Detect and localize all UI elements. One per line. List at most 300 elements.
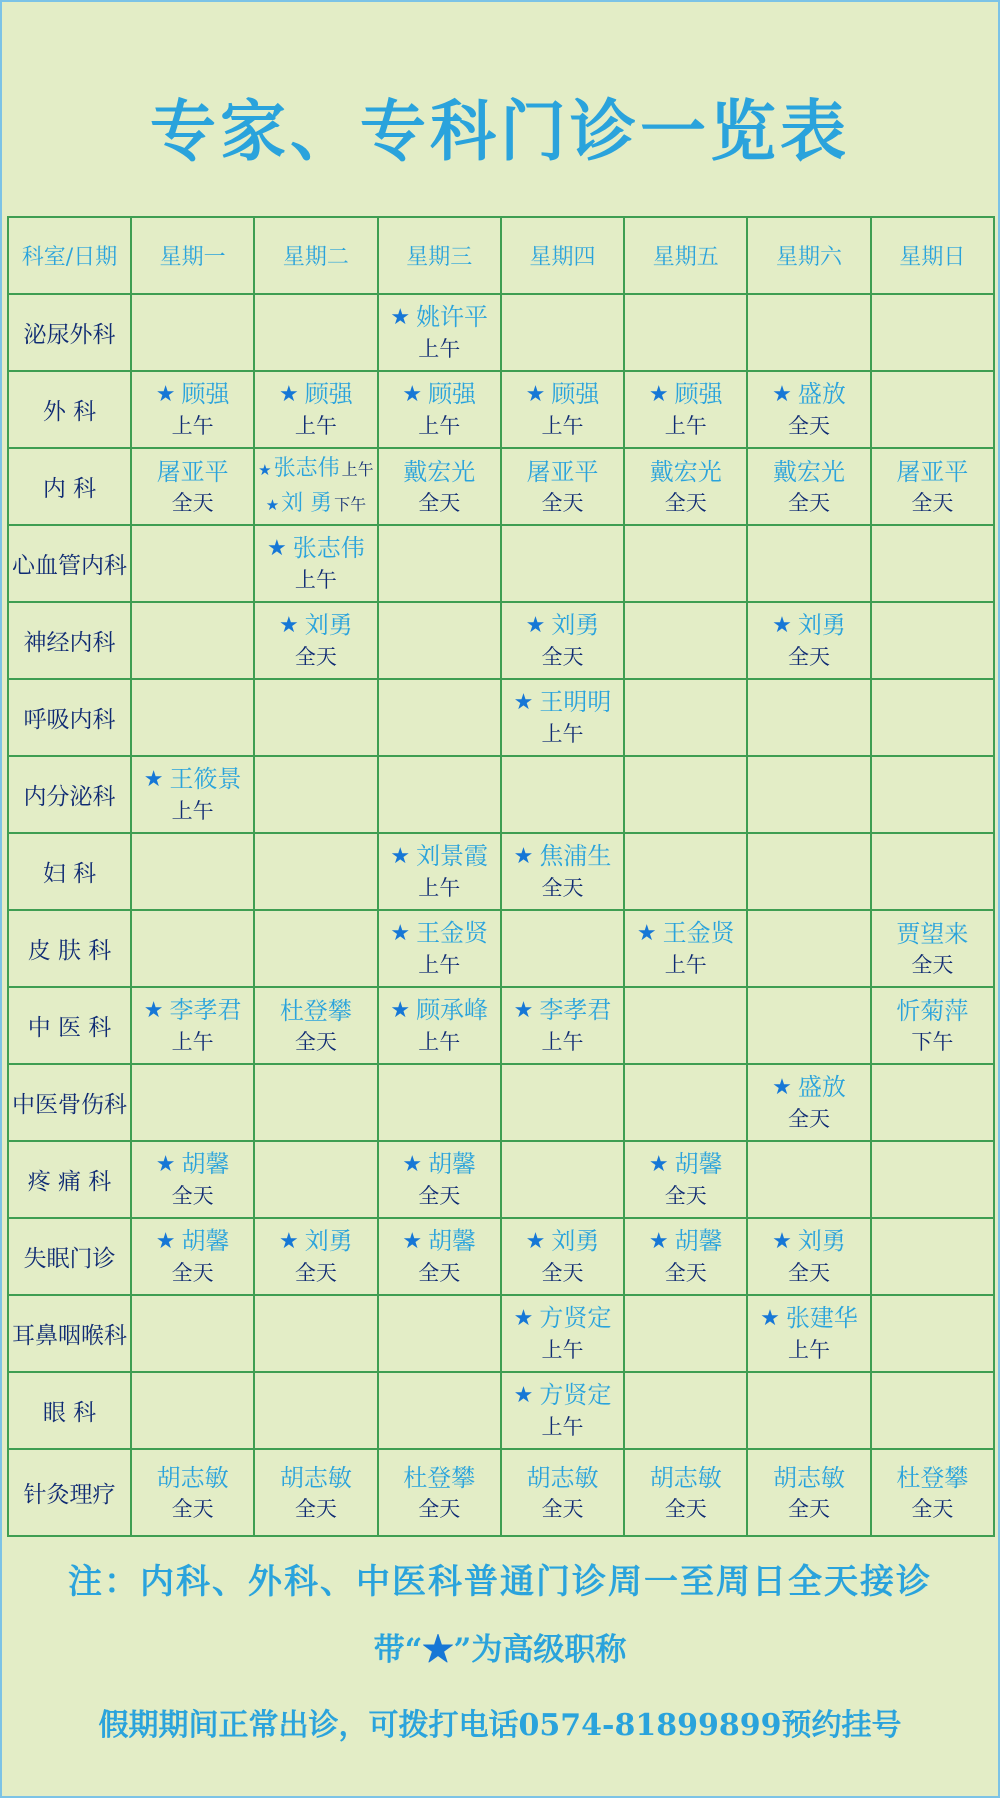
schedule-cell	[378, 1372, 501, 1449]
schedule-cell	[747, 448, 870, 525]
session-time: 全天	[418, 1496, 461, 1521]
star-icon: ★	[772, 1229, 792, 1254]
schedule-cell	[131, 371, 254, 448]
star-icon: ★	[525, 613, 546, 638]
doctor-line	[502, 686, 623, 719]
schedule-body	[8, 294, 994, 1536]
dept-cell: 失眠门诊	[8, 1218, 131, 1295]
schedule-cell	[501, 525, 624, 602]
doctor-name: 王筱景	[169, 765, 242, 793]
doctor-name: 刘勇	[304, 1227, 353, 1255]
star-icon: ★	[143, 998, 164, 1023]
schedule-cell	[501, 1218, 624, 1295]
session-time: 全天	[541, 645, 584, 669]
doctor-name: 李孝君	[539, 996, 612, 1024]
note-holiday-phone: 假期期间正常出诊，可拨打电话0574-81899899预约挂号	[98, 1708, 902, 1743]
table-row	[8, 1372, 994, 1449]
session-time: 上午	[788, 1338, 831, 1362]
doctor-name: 胡馨	[674, 1150, 723, 1178]
table-row	[8, 679, 994, 756]
star-icon: ★	[143, 767, 164, 792]
dept-cell: 针灸理疗	[8, 1449, 131, 1536]
schedule-cell	[747, 1449, 870, 1536]
doctor-name: 杜登攀	[403, 1463, 476, 1492]
doctor-line	[132, 1148, 253, 1181]
star-icon: ★	[760, 1306, 780, 1331]
dept-cell: 外 科	[8, 371, 131, 448]
doctor-line	[379, 1225, 500, 1258]
doctor-line	[872, 456, 993, 488]
schedule-cell	[378, 1218, 501, 1295]
schedule-cell	[254, 1449, 377, 1536]
header-monday: 星期一	[131, 217, 254, 294]
star-icon: ★	[265, 495, 280, 514]
star-icon: ★	[390, 305, 411, 330]
session-time: 全天	[911, 1496, 954, 1521]
star-icon: ★	[258, 460, 272, 479]
doctor-line	[748, 1071, 869, 1104]
schedule-cell	[501, 987, 624, 1064]
doctor-line	[132, 456, 253, 488]
dept-cell: 皮 肤 科	[8, 910, 131, 987]
doctor-name: 胡馨	[428, 1227, 477, 1255]
session-time: 全天	[294, 1261, 337, 1285]
doctor-name: 胡馨	[181, 1227, 230, 1255]
schedule-cell	[131, 525, 254, 602]
schedule-cell	[747, 1218, 870, 1295]
schedule-cell	[624, 602, 747, 679]
schedule-cell	[378, 294, 501, 371]
schedule-cell	[501, 602, 624, 679]
session-time: 上午	[541, 414, 584, 438]
star-icon: ★	[525, 382, 546, 407]
doctor-name: 戴宏光	[649, 457, 722, 486]
doctor-line	[748, 1225, 869, 1258]
schedule-cell	[501, 294, 624, 371]
doctor-name: 戴宏光	[773, 457, 846, 486]
schedule-cell	[747, 910, 870, 987]
session-time: 全天	[788, 414, 831, 438]
session-time: 全天	[541, 490, 584, 515]
doctor-line	[255, 995, 376, 1027]
dept-cell: 妇 科	[8, 833, 131, 910]
table-row	[8, 833, 994, 910]
doctor-name: 胡志敏	[649, 1463, 722, 1492]
schedule-cell	[501, 833, 624, 910]
schedule-cell	[624, 1218, 747, 1295]
header-friday: 星期五	[624, 217, 747, 294]
schedule-cell	[378, 371, 501, 448]
doctor-line	[502, 994, 623, 1027]
header-wednesday: 星期三	[378, 217, 501, 294]
doctor-name: 胡馨	[181, 1150, 230, 1178]
schedule-cell	[254, 1218, 377, 1295]
schedule-cell	[254, 448, 377, 525]
session-time: 上午	[418, 876, 461, 900]
note-general-clinic: 注：内科、外科、中医科普通门诊周一至周日全天接诊	[68, 1562, 932, 1602]
star-icon: ★	[402, 382, 423, 407]
star-icon: ★	[772, 1075, 792, 1100]
doctor-line	[132, 1225, 253, 1258]
doctor-name: 张志伟	[292, 534, 365, 562]
schedule-cell	[747, 1295, 870, 1372]
schedule-cell	[501, 1295, 624, 1372]
schedule-cell	[254, 1295, 377, 1372]
schedule-cell	[254, 987, 377, 1064]
schedule-cell	[624, 679, 747, 756]
schedule-cell	[254, 602, 377, 679]
table-row	[8, 910, 994, 987]
schedule-cell	[378, 448, 501, 525]
schedule-cell	[871, 1064, 994, 1141]
doctor-line	[625, 1148, 746, 1181]
schedule-cell	[378, 679, 501, 756]
doctor-line	[132, 1462, 253, 1494]
schedule-cell	[254, 1064, 377, 1141]
schedule-cell	[624, 1372, 747, 1449]
table-row	[8, 1449, 994, 1536]
header-tuesday: 星期二	[254, 217, 377, 294]
doctor-line	[255, 1462, 376, 1494]
session-time: 上午	[418, 337, 461, 361]
dept-cell: 呼吸内科	[8, 679, 131, 756]
doctor-name: 刘勇	[551, 1227, 600, 1255]
table-row	[8, 371, 994, 448]
table-row	[8, 602, 994, 679]
schedule-cell	[378, 525, 501, 602]
doctor-line	[379, 456, 500, 488]
schedule-cell	[747, 294, 870, 371]
doctor-line	[872, 995, 993, 1027]
schedule-cell	[254, 833, 377, 910]
dept-cell: 神经内科	[8, 602, 131, 679]
schedule-cell	[378, 1064, 501, 1141]
schedule-cell	[624, 756, 747, 833]
schedule-cell	[871, 833, 994, 910]
doctor-line	[255, 1225, 376, 1258]
session-time: 上午	[418, 953, 461, 977]
doctor-name: 王金贤	[416, 919, 489, 947]
doctor-name: 屠亚平	[156, 457, 229, 486]
schedule-cell	[131, 448, 254, 525]
note-senior-title	[0, 1624, 1000, 1669]
session-time: 全天	[171, 490, 214, 515]
schedule-cell	[254, 525, 377, 602]
schedule-cell	[747, 1141, 870, 1218]
doctor-line	[379, 378, 500, 411]
star-icon: ★	[267, 536, 287, 561]
session-time: 上午	[171, 414, 214, 438]
schedule-cell	[254, 679, 377, 756]
session-time: 全天	[788, 1107, 831, 1131]
star-icon: ★	[513, 844, 534, 869]
schedule-cell	[871, 987, 994, 1064]
schedule-cell	[624, 833, 747, 910]
session-time: 全天	[294, 1029, 337, 1054]
star-icon: ★	[513, 1383, 534, 1408]
star-icon: ★	[155, 1229, 176, 1254]
star-icon: ★	[513, 998, 534, 1023]
doctor-line	[625, 917, 746, 950]
schedule-cell	[254, 756, 377, 833]
doctor-line	[379, 917, 500, 950]
schedule-cell	[871, 756, 994, 833]
session-time: 上午	[541, 1415, 584, 1439]
session-time: 上午	[171, 1030, 214, 1054]
doctor-name: 胡馨	[428, 1150, 477, 1178]
schedule-cell	[624, 525, 747, 602]
doctor-line	[379, 840, 500, 873]
session-time: 上午	[294, 568, 337, 592]
schedule-cell	[254, 1372, 377, 1449]
session-time: 上午	[541, 1030, 584, 1054]
session-time: 全天	[541, 1496, 584, 1521]
doctor-name: 戴宏光	[403, 457, 476, 486]
dept-cell: 中医骨伤科	[8, 1064, 131, 1141]
session-time: 上午	[541, 1338, 584, 1362]
schedule-cell	[378, 1449, 501, 1536]
doctor-line	[502, 1225, 623, 1258]
schedule-cell	[871, 1141, 994, 1218]
star-icon: ★	[636, 921, 657, 946]
schedule-cell	[747, 1064, 870, 1141]
star-icon: ★	[390, 844, 411, 869]
doctor-name: 顾强	[181, 380, 230, 408]
schedule-cell	[501, 1449, 624, 1536]
schedule-cell	[131, 679, 254, 756]
star-icon: ★	[279, 613, 299, 638]
star-icon: ★	[772, 613, 792, 638]
schedule-cell	[871, 371, 994, 448]
schedule-cell	[378, 987, 501, 1064]
schedule-cell	[871, 525, 994, 602]
table-row	[8, 525, 994, 602]
schedule-cell	[254, 910, 377, 987]
schedule-cell	[131, 910, 254, 987]
doctor-line	[379, 1462, 500, 1494]
schedule-cell	[131, 987, 254, 1064]
schedule-cell	[378, 833, 501, 910]
session-time: 全天	[664, 1184, 707, 1208]
doctor-line	[625, 378, 746, 411]
doctor-name: 盛放	[797, 380, 846, 408]
star-icon: ★	[513, 690, 534, 715]
session-time: 全天	[664, 490, 707, 515]
schedule-cell	[501, 679, 624, 756]
star-icon: ★	[648, 1152, 669, 1177]
session-time: 全天	[171, 1184, 214, 1208]
header-thursday: 星期四	[501, 217, 624, 294]
doctor-line	[502, 1302, 623, 1335]
doctor-line	[748, 1302, 869, 1335]
doctor-name: 姚许平	[416, 303, 489, 331]
session-time: 上午	[664, 414, 707, 438]
schedule-cell	[254, 1141, 377, 1218]
session-time: 全天	[541, 1261, 584, 1285]
table-row	[8, 756, 994, 833]
doctor-name: 顾强	[304, 380, 353, 408]
schedule-cell	[624, 294, 747, 371]
schedule-cell	[624, 448, 747, 525]
doctor-line	[502, 840, 623, 873]
split-entry	[255, 487, 376, 522]
doctor-name: 顾强	[551, 380, 600, 408]
header-saturday: 星期六	[747, 217, 870, 294]
doctor-line	[379, 1148, 500, 1181]
session-time: 上午	[294, 414, 337, 438]
schedule-cell	[871, 910, 994, 987]
schedule-cell	[871, 448, 994, 525]
dept-cell: 眼 科	[8, 1372, 131, 1449]
schedule-cell	[378, 756, 501, 833]
page-title: 专家、专科门诊一览表	[150, 92, 850, 170]
schedule-cell	[131, 1064, 254, 1141]
doctor-line	[625, 1225, 746, 1258]
star-icon: ★	[390, 998, 411, 1023]
schedule-cell	[501, 756, 624, 833]
schedule-cell	[501, 371, 624, 448]
session-time: 全天	[418, 1184, 461, 1208]
session-time: 全天	[788, 1261, 831, 1285]
doctor-name: 李孝君	[169, 996, 242, 1024]
table-row	[8, 1218, 994, 1295]
doctor-name: 盛放	[797, 1073, 846, 1101]
schedule-cell	[131, 1372, 254, 1449]
schedule-cell	[747, 602, 870, 679]
doctor-line	[502, 609, 623, 642]
header-row	[8, 217, 994, 294]
schedule-cell	[501, 1372, 624, 1449]
schedule-cell	[624, 371, 747, 448]
schedule-cell	[131, 294, 254, 371]
schedule-cell	[624, 910, 747, 987]
doctor-name: 屠亚平	[526, 457, 599, 486]
session-time: 全天	[418, 490, 461, 515]
session-time: 全天	[171, 1496, 214, 1521]
session-time: 全天	[911, 490, 954, 515]
doctor-name: 忻菊萍	[896, 996, 969, 1025]
header-sunday: 星期日	[871, 217, 994, 294]
dept-cell: 内分泌科	[8, 756, 131, 833]
schedule-cell	[501, 910, 624, 987]
session-time: 全天	[788, 1496, 831, 1521]
session-time: 全天	[294, 1496, 337, 1521]
doctor-line	[255, 378, 376, 411]
star-icon: ★	[525, 1229, 546, 1254]
doctor-line	[379, 994, 500, 1027]
star-icon: ★	[402, 1229, 423, 1254]
doctor-name: 顾强	[428, 380, 477, 408]
dept-cell: 泌尿外科	[8, 294, 131, 371]
doctor-line	[502, 456, 623, 488]
session-time: 全天	[788, 490, 831, 515]
table-row	[8, 987, 994, 1064]
schedule-cell	[378, 602, 501, 679]
star-icon: ★	[513, 1306, 534, 1331]
schedule-cell	[747, 525, 870, 602]
schedule-table	[7, 216, 995, 1537]
doctor-name: 胡志敏	[156, 1463, 229, 1492]
star-icon: ★	[390, 921, 411, 946]
doctor-name: 贾望来	[896, 919, 969, 948]
schedule-cell	[747, 1372, 870, 1449]
doctor-name: 刘勇	[797, 1227, 846, 1255]
session-time: 全天	[294, 645, 337, 669]
doctor-line	[748, 378, 869, 411]
note-senior-prefix: 带“	[373, 1632, 423, 1668]
doctor-name: 胡志敏	[279, 1463, 352, 1492]
doctor-line	[748, 456, 869, 488]
dept-cell: 中 医 科	[8, 987, 131, 1064]
schedule-cell	[501, 1141, 624, 1218]
session-time: 全天	[911, 952, 954, 977]
session-time: 全天	[664, 1261, 707, 1285]
doctor-line	[502, 378, 623, 411]
star-icon: ★	[155, 1152, 176, 1177]
schedule-cell	[254, 371, 377, 448]
session-time: 全天	[788, 645, 831, 669]
doctor-line	[255, 532, 376, 565]
doctor-name: 王金贤	[662, 919, 735, 947]
doctor-name: 刘勇	[797, 611, 846, 639]
doctor-line	[872, 1462, 993, 1494]
table-row	[8, 1141, 994, 1218]
star-icon: ★	[648, 382, 669, 407]
doctor-line	[379, 301, 500, 334]
dept-cell: 耳鼻咽喉科	[8, 1295, 131, 1372]
schedule-cell	[624, 987, 747, 1064]
schedule-cell	[624, 1141, 747, 1218]
dept-cell: 疼 痛 科	[8, 1141, 131, 1218]
table-row	[8, 294, 994, 371]
schedule-cell	[624, 1449, 747, 1536]
doctor-name: 王明明	[539, 688, 612, 716]
doctor-name: 焦浦生	[539, 842, 612, 870]
session-time: 全天	[541, 876, 584, 900]
doctor-name: 胡志敏	[773, 1463, 846, 1492]
schedule-cell	[378, 1141, 501, 1218]
star-icon: ★	[772, 382, 792, 407]
doctor-name: 张建华	[785, 1304, 858, 1332]
dept-cell: 心血管内科	[8, 525, 131, 602]
doctor-name: 刘勇	[551, 611, 600, 639]
doctor-line	[132, 763, 253, 796]
table-row	[8, 1064, 994, 1141]
schedule-cell	[747, 371, 870, 448]
schedule-cell	[624, 1295, 747, 1372]
session-time: 全天	[171, 1261, 214, 1285]
schedule-cell	[871, 1295, 994, 1372]
table-row	[8, 1295, 994, 1372]
schedule-cell	[871, 1372, 994, 1449]
doctor-line	[625, 1462, 746, 1494]
doctor-line	[502, 1379, 623, 1412]
schedule-cell	[131, 1449, 254, 1536]
schedule-cell	[131, 756, 254, 833]
doctor-name: 胡馨	[674, 1227, 723, 1255]
table-row	[8, 448, 994, 525]
doctor-name: 方贤定	[539, 1304, 612, 1332]
star-icon: ★	[402, 1152, 423, 1177]
doctor-name: 杜登攀	[279, 996, 352, 1025]
session-time: 上午	[664, 953, 707, 977]
doctor-name: 杜登攀	[896, 1463, 969, 1492]
session-time: 上午	[541, 722, 584, 746]
star-icon: ★	[422, 1632, 454, 1668]
doctor-line	[872, 918, 993, 950]
star-icon: ★	[279, 1229, 299, 1254]
dept-cell: 内 科	[8, 448, 131, 525]
